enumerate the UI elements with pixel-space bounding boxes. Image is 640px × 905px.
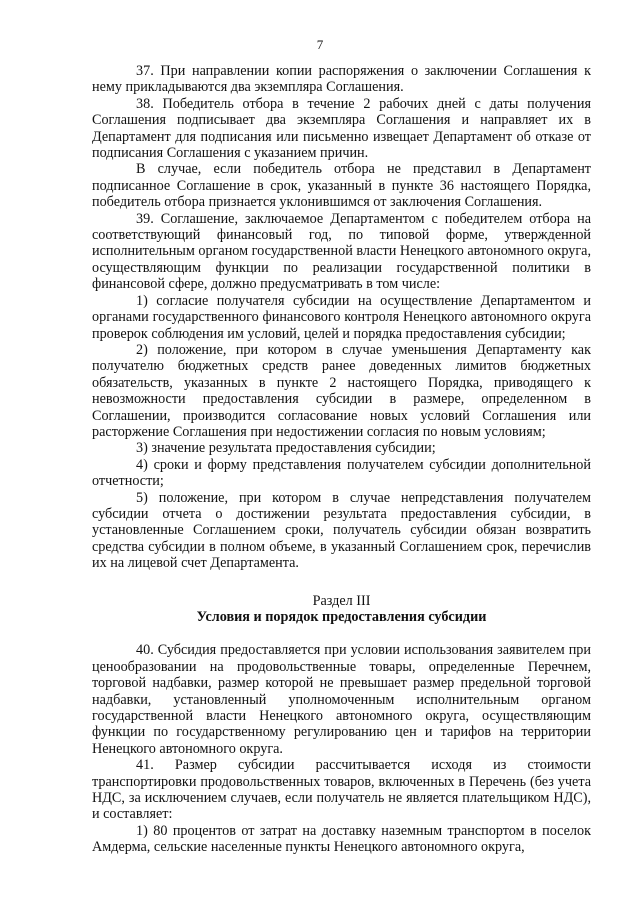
section-title: Условия и порядок предоставления субсидии	[196, 609, 487, 625]
paragraph-37: 37. При направлении копии распоряжения о заключении Соглашения к нему прикладываются два экземпляра Соглашения.	[92, 63, 591, 96]
paragraph-38: 38. Победитель отбора в течение 2 рабочих дней с даты получения Соглашения подписывает два экземпляра Соглашения и направляет их в Департамент для подписания или письменно извещает Департамент об отказе от подписания Соглашения с указанием причин.	[92, 95, 591, 162]
page-number: 7	[316, 37, 324, 52]
list-item-4: 4) сроки и форму представления получателем субсидии дополнительной отчетности;	[92, 456, 591, 490]
paragraph-41-item-1: 1) 80 процентов от затрат на доставку наземным транспортом в поселок Амдерма, сельские населенные пункты Ненецкого автономного округа,	[92, 822, 591, 856]
list-item-5: 5) положение, при котором в случае непредставления получателем субсидии отчета о достижении результата предоставления субсидии, в установленные Соглашением сроки, получатель субсидии обязан возвратить средства субсидии в полном объеме, в указанный Соглашением срок, перечислив их на лицевой счет Департамента.	[92, 489, 591, 572]
section-label: Раздел III	[312, 592, 371, 609]
paragraph-38-continuation: В случае, если победитель отбора не представил в Департамент подписанное Соглашение в срок, указанный в пункте 36 настоящего Порядка, победитель отбора признается уклонившимся от заключения Соглашения.	[92, 161, 591, 211]
list-item-2: 2) положение, при котором в случае уменьшения Департаменту как получателю бюджетных средств ранее доведенных лимитов бюджетных обязательств, указанных в пункте 2 настоящего Порядка, приводящего к невозможности предоставления субсидии в размере, определенном в Соглашении, производится согласование новых условий Соглашения или расторжение Соглашения при недостижении согласия по новым условиям;	[92, 341, 591, 440]
section-spacer	[92, 572, 591, 593]
document-body	[92, 63, 591, 856]
paragraph-41: 41. Размер субсидии рассчитывается исходя из стоимости транспортировки продовольственных товаров, включенных в Перечень (без учета НДС, за исключением случаев, если получатель не является плательщиком НДС), и составляет:	[92, 757, 591, 823]
list-item-1: 1) согласие получателя субсидии на осуществление Департаментом и органами государственного финансового контроля Ненецкого автономного округа проверок соблюдения им условий, целей и порядка предоставления субсидии;	[92, 292, 591, 342]
list-item-3: 3) значение результата предоставления субсидии;	[136, 440, 436, 457]
paragraph-40: 40. Субсидия предоставляется при условии использования заявителем при ценообразовании на продовольственные товары, определенные Перечнем, торговой надбавки, размер которой не превышает размер предельной торговой надбавки, установленный уполномоченным исполнительным органом государственной власти Ненецкого автономного округа, осуществляющим функции по государственному регулированию цен и тарифов на территории Ненецкого автономного округа.	[92, 642, 591, 757]
paragraph-39: 39. Соглашение, заключаемое Департаментом с победителем отбора на соответствующий финансовый год, по типовой форме, утвержденной исполнительным органом государственной власти Ненецкого автономного округа, осуществляющим функции по реализации государственной политики в финансовой сфере, должно предусматривать в том числе:	[92, 210, 591, 293]
section-spacer-after	[92, 625, 591, 642]
